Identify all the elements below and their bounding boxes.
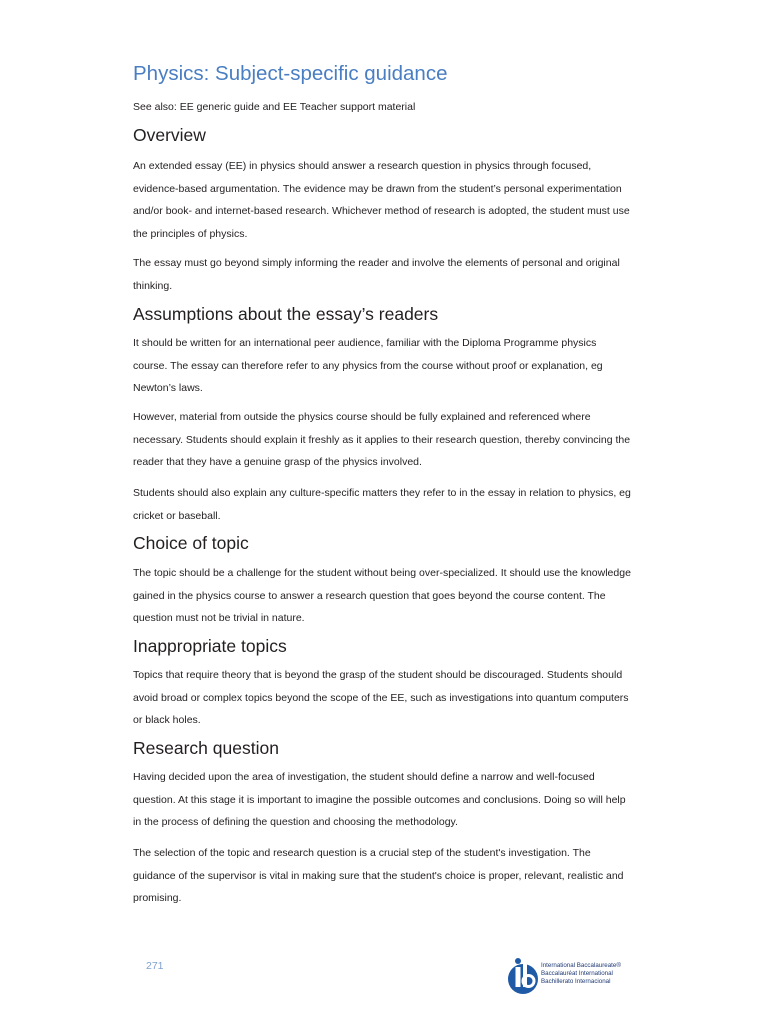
- overview-paragraph-2: The essay must go beyond simply informing the reader and involve the elements of personal and original thinking.: [133, 257, 620, 292]
- page-title: Physics: Subject-specific guidance: [133, 62, 448, 85]
- assumptions-paragraph-3: Students should also explain any culture-specific matters they refer to in the essay in relation to physics, eg cricket or baseball.: [133, 487, 631, 522]
- heading-research-question: Research question: [133, 738, 279, 758]
- overview-paragraph-1: An extended essay (EE) in physics should answer a research question in physics through focused, evidence-based argumentation. The evidence may be drawn from the student’s personal experimentation and/or book- and internet-based research. Whichever method of research is adopted, the student must use the principles of physics.: [133, 160, 630, 240]
- see-also-note: See also: EE generic guide and EE Teacher support material: [133, 101, 416, 113]
- logo-line-2: Baccalauréat International: [541, 970, 613, 977]
- ib-logo-icon: [505, 955, 539, 995]
- heading-inappropriate-topics: Inappropriate topics: [133, 636, 287, 656]
- logo-line-3: Bachillerato Internacional: [541, 978, 611, 985]
- heading-overview: Overview: [133, 125, 206, 145]
- ib-logo: [505, 955, 635, 997]
- logo-line-1: International Baccalaureate®: [541, 962, 621, 969]
- assumptions-paragraph-1: It should be written for an international peer audience, familiar with the Diploma Programme physics course. The essay can therefore refer to any physics from the course without proof or explanation, eg Newton’s laws.: [133, 337, 603, 394]
- research-paragraph-1: Having decided upon the area of investigation, the student should define a narrow and well-focused question. At this stage it is important to imagine the possible outcomes and conclusions. Doing so will help in the process of defining the question and choosing the methodology.: [133, 771, 626, 828]
- inappropriate-paragraph-1: Topics that require theory that is beyond the grasp of the student should be discouraged. Students should avoid broad or complex topics beyond the scope of the EE, such as investigations into quantum computers or black holes.: [133, 669, 629, 726]
- research-paragraph-2: The selection of the topic and research question is a crucial step of the student's investigation. The guidance of the supervisor is vital in making sure that the student's choice is proper, relevant, realistic and promising.: [133, 847, 624, 904]
- choice-paragraph-1: The topic should be a challenge for the student without being over-specialized. It should use the knowledge gained in the physics course to answer a research question that goes beyond the course content. The question must not be trivial in nature.: [133, 567, 631, 624]
- assumptions-paragraph-2: However, material from outside the physics course should be fully explained and referenced where necessary. Students should explain it freshly as it applies to their research question, thereby convincing the reader that they have a genuine grasp of the physics involved.: [133, 411, 631, 468]
- page-number: 271: [146, 960, 164, 972]
- heading-assumptions: Assumptions about the essay’s readers: [133, 304, 439, 324]
- ib-logo-wordmark: [541, 962, 621, 986]
- heading-choice-of-topic: Choice of topic: [133, 533, 249, 553]
